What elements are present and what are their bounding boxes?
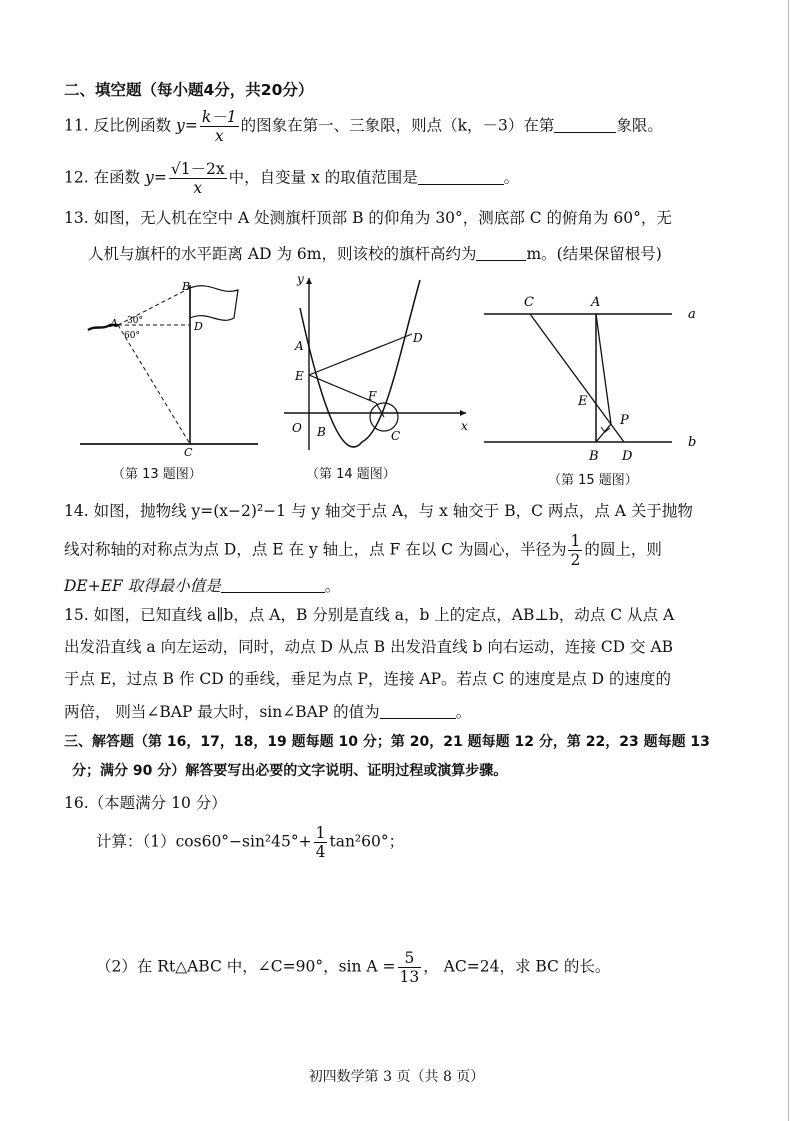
q16-part1-fraction bbox=[314, 824, 328, 861]
fig14-label-d: D bbox=[413, 331, 423, 345]
fig15-label-d: D bbox=[622, 449, 633, 462]
q12-frac-den: x bbox=[193, 179, 203, 197]
question-15-line4 bbox=[64, 701, 471, 723]
q13-answer-blank[interactable] bbox=[476, 246, 526, 261]
q11-frac-den: x bbox=[214, 127, 224, 145]
fig15-label-line-a: a bbox=[688, 307, 696, 322]
q12-y: y bbox=[145, 168, 154, 187]
fig15-label-line-b: b bbox=[688, 435, 697, 450]
q13-number: 13. bbox=[64, 209, 89, 227]
fig13-caption: （第 13 题图） bbox=[112, 467, 202, 482]
q12-eq: = bbox=[153, 168, 167, 187]
figure-13 bbox=[80, 278, 260, 456]
q13-line1: 如图，无人机在空中 A 处测旗杆顶部 B 的仰角为 30°，测底部 C 的俯角为 60°，无 bbox=[93, 209, 672, 227]
question-15-line1 bbox=[64, 604, 674, 626]
q16-part2 bbox=[96, 949, 610, 986]
q14-line3-post: 。 bbox=[324, 577, 341, 595]
q16-p2-frac-den: 13 bbox=[399, 968, 420, 986]
fig14-caption: （第 14 题图） bbox=[306, 467, 396, 482]
fig15-label-a: A bbox=[591, 295, 601, 310]
fig13-label-a: A bbox=[110, 317, 118, 330]
q15-number: 15. bbox=[64, 606, 89, 624]
q14-line3-pre: DE+EF 取得最小值是 bbox=[64, 577, 221, 595]
question-14-line2 bbox=[64, 532, 662, 569]
section-3-line2: 分；满分 90 分）解答要写出必要的文字说明、证明过程或演算步骤。 bbox=[72, 763, 508, 779]
question-13-line2 bbox=[88, 243, 662, 265]
fig14-label-y: y bbox=[297, 272, 304, 286]
question-14-line1 bbox=[64, 500, 693, 522]
q16-p1-frac-den: 4 bbox=[315, 843, 326, 861]
figure-14 bbox=[280, 270, 475, 456]
q15-answer-blank[interactable] bbox=[380, 704, 456, 719]
q11-post: 的图象在第一、三象限，则点（k，－3）在第 bbox=[240, 116, 555, 135]
q11-y: y bbox=[176, 116, 185, 135]
section-2-title: 二、填空题（每小题4分，共20分） bbox=[64, 81, 314, 99]
q16-part2-pre: （2）在 Rt△ABC 中，∠C=90°，sin A = bbox=[96, 957, 396, 976]
page-footer: 初四数学第 3 页（共 8 页） bbox=[308, 1069, 485, 1085]
fig14-label-a: A bbox=[295, 339, 304, 353]
q16-header: 16.（本题满分 10 分） bbox=[64, 794, 227, 812]
fig14-label-f: F bbox=[368, 389, 377, 403]
q11-pre: 反比例函数 bbox=[93, 116, 172, 135]
fig14-label-b: B bbox=[317, 425, 326, 439]
q14-half-fraction bbox=[568, 532, 582, 569]
question-14-line3 bbox=[64, 575, 340, 597]
fig15-label-e: E bbox=[578, 394, 588, 409]
fig15-label-p: P bbox=[620, 413, 629, 428]
fig15-caption: （第 15 题图） bbox=[548, 473, 638, 488]
q11-tail: 象限。 bbox=[616, 116, 663, 135]
q14-answer-blank[interactable] bbox=[221, 578, 325, 593]
fig13-angle-up: 30° bbox=[127, 316, 143, 326]
q14-number: 14. bbox=[64, 502, 89, 520]
figure-15 bbox=[478, 286, 704, 462]
q12-frac-num: √1－2x bbox=[170, 160, 225, 178]
q11-answer-blank[interactable] bbox=[554, 118, 616, 133]
fig15-label-c: C bbox=[524, 295, 534, 310]
fig13-label-b: B bbox=[182, 280, 191, 293]
q16-p1-frac-num: 1 bbox=[315, 824, 326, 842]
q16-part1-post: tan²60°； bbox=[329, 832, 405, 851]
fig14-label-o: O bbox=[292, 421, 302, 435]
q16-p2-frac-num: 5 bbox=[398, 949, 422, 968]
q15-line4-post: 。 bbox=[455, 703, 472, 721]
q14-line1: 如图，抛物线 y=(x−2)²−1 与 y 轴交于点 A，与 x 轴交于 B，C 两点，点 A 关于抛物 bbox=[93, 502, 693, 520]
q12-number: 12. bbox=[64, 168, 89, 187]
fig14-label-x: x bbox=[461, 419, 468, 433]
q11-eq: = bbox=[184, 116, 198, 135]
fig13-label-c: C bbox=[184, 446, 193, 456]
q11-number: 11. bbox=[64, 116, 89, 135]
q13-line2-post: m。(结果保留根号) bbox=[526, 245, 662, 263]
question-11 bbox=[64, 108, 663, 145]
q15-line4-pre: 两倍， 则当∠BAP 最大时，sin∠BAP 的值为 bbox=[64, 703, 380, 721]
fig13-label-d: D bbox=[194, 320, 203, 333]
q12-post: 中，自变量 x 的取值范围是 bbox=[228, 168, 418, 187]
q14-line2-post: 的圆上，则 bbox=[584, 540, 662, 559]
q15-line2: 出发沿直线 a 向左运动，同时，动点 D 从点 B 出发沿直线 b 向右运动，连接 CD 交 AB bbox=[64, 638, 674, 656]
q12-tail: 。 bbox=[503, 168, 520, 187]
q12-pre: 在函数 bbox=[93, 168, 141, 187]
q16-part2-post: ， AC=24，求 BC 的长。 bbox=[423, 957, 611, 976]
q12-fraction bbox=[169, 160, 227, 197]
question-12 bbox=[64, 160, 519, 197]
q12-answer-blank[interactable] bbox=[418, 170, 504, 185]
q11-frac-num: k－1 bbox=[201, 108, 237, 126]
q14-line2-pre: 线对称轴的对称点为点 D，点 E 在 y 轴上，点 F 在以 C 为圆心，半径为 bbox=[64, 540, 567, 559]
q11-fraction bbox=[200, 108, 239, 145]
fig13-angle-down: 60° bbox=[124, 331, 140, 341]
q14-half-den: 2 bbox=[570, 551, 581, 569]
q13-line2-pre: 人机与旗杆的水平距离 AD 为 6m，则该校的旗杆高约为 bbox=[88, 245, 477, 263]
q15-line3: 于点 E，过点 B 作 CD 的垂线，垂足为点 P，连接 AP。若点 C 的速度是点 D 的速度的 bbox=[64, 670, 672, 688]
q14-half-num: 1 bbox=[570, 532, 581, 550]
page-edge bbox=[788, 0, 789, 1121]
question-13-line1 bbox=[64, 207, 672, 229]
q16-part1-pre: 计算：（1）cos60°−sin²45°+ bbox=[96, 832, 312, 851]
fig14-label-e: E bbox=[295, 369, 304, 383]
section-3-line1: 三、解答题（第 16，17，18，19 题每题 10 分；第 20，21 题每题 12 分，第 22，23 题每题 13 bbox=[64, 734, 710, 750]
q15-line1: 如图，已知直线 a∥b，点 A，B 分别是直线 a，b 上的定点，AB⊥b，动点 C 从点 A bbox=[93, 606, 675, 624]
fig15-label-b: B bbox=[589, 449, 599, 462]
q16-part1 bbox=[96, 824, 404, 861]
fig14-label-c: C bbox=[391, 429, 401, 443]
q16-part2-fraction bbox=[398, 949, 422, 986]
